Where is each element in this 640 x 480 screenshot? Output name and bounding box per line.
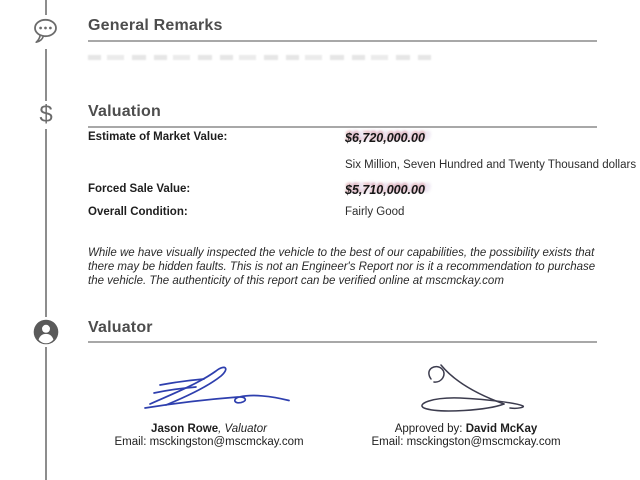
general-remarks-heading: General Remarks — [88, 17, 223, 34]
heading-rule — [88, 341, 597, 343]
disclaimer-text: While we have visually inspected the vehicle to the best of our capabilities, the possibility exists that there may be hidden faults. This is not an Engineer's Report nor is it a recommendation to purchase the vehicle. The authenticity of this report can be verified online at mscmckay.com — [88, 247, 596, 287]
valuator-name-line — [104, 423, 314, 435]
valuator-signature — [138, 362, 296, 419]
forced-sale-label: Forced Sale Value: — [88, 183, 191, 195]
valuator-email: Email: msckingston@mscmckay.com — [114, 436, 304, 448]
market-value-words: Six Million, Seven Hundred and Twenty Thousand dollars — [345, 159, 637, 171]
approver-name-line — [361, 423, 571, 435]
forced-sale-amount: $5,710,000.00 — [345, 183, 425, 197]
heading-rule — [88, 126, 597, 128]
approver-name: David McKay — [465, 423, 538, 435]
heading-rule — [88, 40, 597, 42]
overall-condition-label: Overall Condition: — [88, 206, 188, 218]
dollar-icon: $ — [35, 101, 57, 129]
overall-condition-value: Fairly Good — [345, 206, 405, 218]
market-value-label: Estimate of Market Value: — [88, 131, 228, 143]
approver-email: Email: msckingston@mscmckay.com — [371, 436, 561, 448]
approver-signature — [410, 362, 534, 419]
valuator-heading: Valuator — [88, 319, 153, 336]
market-value-amount: $6,720,000.00 — [345, 131, 425, 145]
timeline-line — [45, 0, 47, 480]
valuator-role: , Valuator — [218, 423, 267, 435]
person-icon — [33, 317, 59, 347]
valuator-name: Jason Rowe — [151, 423, 219, 435]
approved-by-label: Approved by: — [394, 423, 466, 435]
faint-remarks-text — [88, 55, 434, 60]
speech-bubble-icon — [32, 15, 59, 49]
valuation-heading: Valuation — [88, 103, 161, 120]
